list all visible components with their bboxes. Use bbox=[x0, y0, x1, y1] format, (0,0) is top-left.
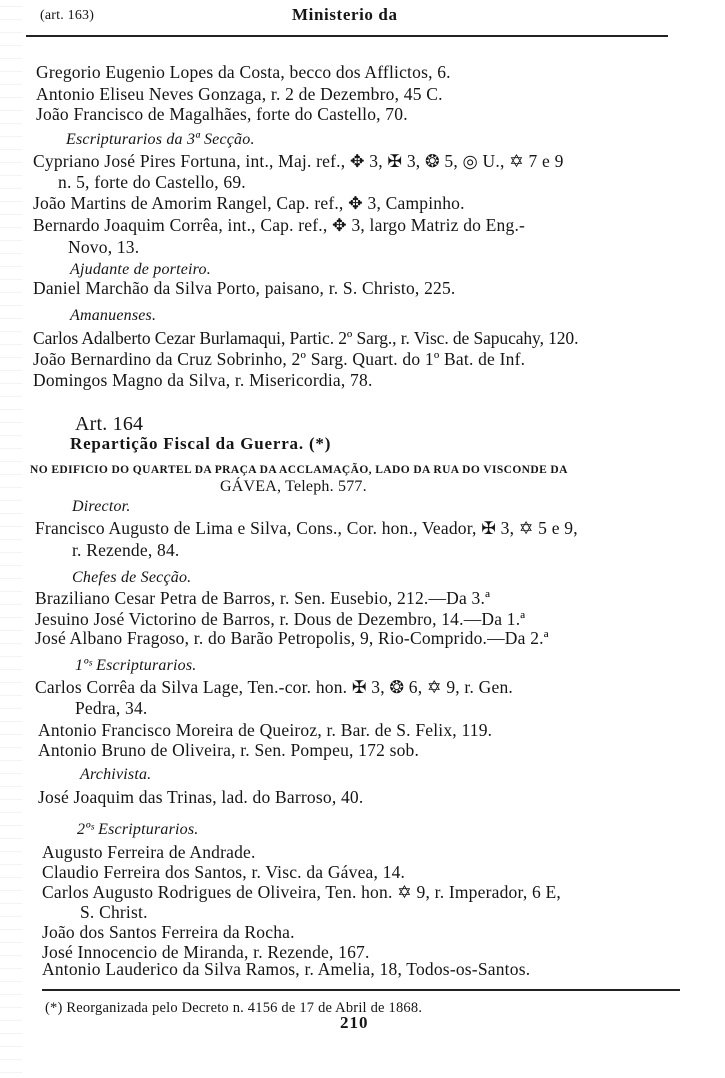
entry-continuation: n. 5, forte do Castello, 69. bbox=[58, 172, 246, 192]
entry: Carlos Adalberto Cezar Burlamaqui, Partic. 2º Sarg., r. Visc. de Sapucahy, 120. bbox=[33, 328, 579, 348]
entry: Domingos Magno da Silva, r. Misericordia, 78. bbox=[33, 370, 373, 390]
entry-continuation: Novo, 13. bbox=[68, 237, 140, 257]
section-heading: Director. bbox=[72, 498, 131, 515]
location-line: GÁVEA, Teleph. 577. bbox=[220, 478, 367, 495]
entry: Augusto Ferreira de Andrade. bbox=[42, 842, 256, 862]
section-heading: 2ºˢ Escripturarios. bbox=[77, 821, 199, 838]
entry-continuation: Pedra, 34. bbox=[75, 698, 148, 718]
entry: João dos Santos Ferreira da Rocha. bbox=[42, 922, 295, 942]
entry-continuation: r. Rezende, 84. bbox=[72, 540, 180, 560]
entry: Cypriano José Pires Fortuna, int., Maj. ref., ✥ 3, ✠ 3, ❂ 5, ◎ U., ✡ 7 e 9 bbox=[33, 151, 564, 171]
entry: Antonio Lauderico da Silva Ramos, r. Amelia, 18, Todos-os-Santos. bbox=[42, 959, 531, 979]
article-ref: (art. 163) bbox=[40, 8, 95, 23]
location-line: NO EDIFICIO DO QUARTEL DA PRAÇA DA ACCLAMAÇÃO, LADO DA RUA DO VISCONDE DA bbox=[30, 464, 568, 476]
entry: Carlos Corrêa da Silva Lage, Ten.-cor. hon. ✠ 3, ❂ 6, ✡ 9, r. Gen. bbox=[35, 677, 513, 697]
section-heading: Amanuenses. bbox=[70, 307, 157, 324]
section-heading: Escripturarios da 3ª Secção. bbox=[66, 131, 255, 148]
entry: Antonio Eliseu Neves Gonzaga, r. 2 de Dezembro, 45 C. bbox=[36, 84, 443, 104]
entry-continuation: S. Christ. bbox=[80, 902, 148, 922]
footnote: (*) Reorganizada pelo Decreto n. 4156 de 17 de Abril de 1868. bbox=[45, 1000, 423, 1016]
entry: Gregorio Eugenio Lopes da Costa, becco dos Afflictos, 6. bbox=[36, 62, 451, 82]
entry: José Joaquim das Trinas, lad. do Barroso, 40. bbox=[38, 787, 364, 807]
running-title: Ministerio da bbox=[292, 5, 398, 24]
entry: Francisco Augusto de Lima e Silva, Cons., Cor. hon., Veador, ✠ 3, ✡ 5 e 9, bbox=[35, 518, 578, 538]
entry: João Martins de Amorim Rangel, Cap. ref., ✥ 3, Campinho. bbox=[33, 193, 465, 213]
article-title: Repartição Fiscal da Guerra. (*) bbox=[70, 434, 332, 453]
entry: José Innocencio de Miranda, r. Rezende, 167. bbox=[42, 942, 370, 962]
entry: Claudio Ferreira dos Santos, r. Visc. da Gávea, 14. bbox=[42, 862, 406, 882]
entry: Carlos Augusto Rodrigues de Oliveira, Ten. hon. ✡ 9, r. Imperador, 6 E, bbox=[42, 882, 561, 902]
entry: Braziliano Cesar Petra de Barros, r. Sen. Eusebio, 212.—Da 3.ª bbox=[35, 588, 491, 608]
article-label: Art. 164 bbox=[75, 413, 144, 435]
entry: João Francisco de Magalhães, forte do Castello, 70. bbox=[36, 104, 408, 124]
entry: José Albano Fragoso, r. do Barão Petropolis, 9, Rio-Comprido.—Da 2.ª bbox=[35, 628, 549, 648]
entry: Antonio Francisco Moreira de Queiroz, r. Bar. de S. Felix, 119. bbox=[38, 720, 493, 740]
page-number: 210 bbox=[340, 1013, 369, 1032]
footnote-rule bbox=[42, 989, 680, 991]
header-rule bbox=[26, 35, 668, 37]
section-heading: Ajudante de porteiro. bbox=[70, 261, 211, 278]
section-heading: Archivista. bbox=[80, 766, 152, 783]
entry: Jesuino José Victorino de Barros, r. Dous de Dezembro, 14.—Da 1.ª bbox=[35, 609, 526, 629]
entry: Antonio Bruno de Oliveira, r. Sen. Pompeu, 172 sob. bbox=[38, 740, 420, 760]
section-heading: Chefes de Secção. bbox=[72, 569, 192, 586]
section-heading: 1ºˢ Escripturarios. bbox=[75, 657, 197, 674]
scan-edge bbox=[0, 0, 22, 1078]
entry: Bernardo Joaquim Corrêa, int., Cap. ref., ✥ 3, largo Matriz do Eng.- bbox=[33, 215, 526, 235]
entry: João Bernardino da Cruz Sobrinho, 2º Sarg. Quart. do 1º Bat. de Inf. bbox=[33, 349, 526, 369]
entry: Daniel Marchão da Silva Porto, paisano, r. S. Christo, 225. bbox=[33, 278, 456, 298]
